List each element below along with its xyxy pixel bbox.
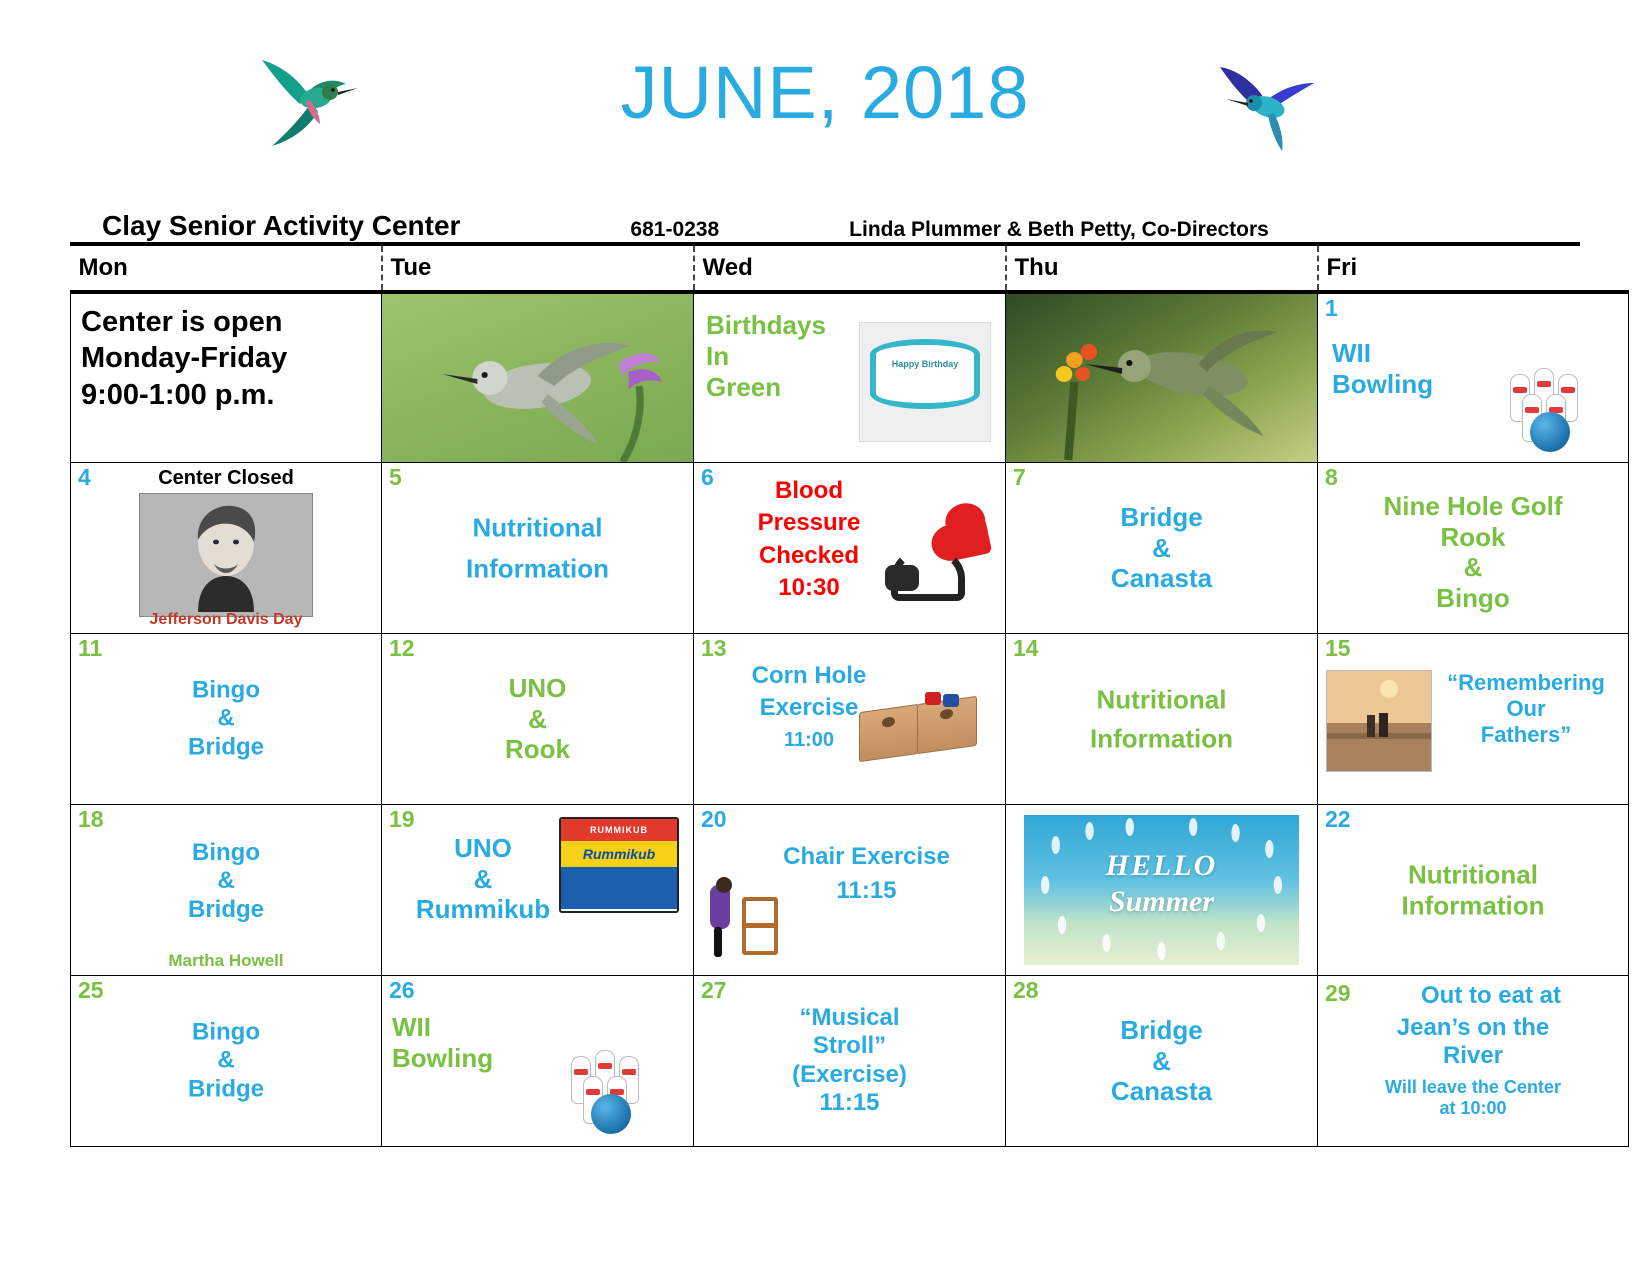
center-closed-label: Center Closed — [158, 467, 294, 489]
event-note: Will leave the Center — [1385, 1076, 1561, 1097]
day-number: 22 — [1325, 806, 1351, 832]
day-number: 5 — [389, 464, 402, 490]
hummingbird-photo — [382, 294, 693, 462]
event-line: & — [217, 867, 235, 895]
birthday-cake-icon — [859, 322, 991, 442]
rummikub-box-top-label: RUMMIKUB — [561, 819, 677, 841]
event-line: Corn Hole — [751, 662, 867, 689]
day-cell-15 — [1318, 634, 1629, 805]
day-number: 20 — [701, 806, 727, 832]
event-line: WII — [392, 1012, 431, 1042]
calendar-week-4 — [71, 805, 1629, 976]
event-line: Checked — [758, 541, 860, 569]
jefferson-davis-portrait — [139, 493, 313, 617]
event-line: & — [1152, 532, 1171, 563]
event-block — [1318, 491, 1628, 614]
day-cell-7 — [1006, 463, 1318, 634]
event-time: 10:30 — [778, 573, 840, 601]
event-line: Information — [1401, 890, 1545, 920]
event-line: Stroll” — [812, 1032, 887, 1060]
bowling-icon — [555, 1050, 683, 1136]
event-block — [1006, 502, 1317, 594]
event-line: Bingo — [1436, 583, 1510, 614]
open-hours-notice — [71, 294, 381, 413]
event-line: Out to eat at — [1420, 982, 1561, 1009]
event-line: Bingo — [192, 839, 260, 866]
day-cell-26 — [382, 976, 694, 1147]
day-cell-29 — [1318, 976, 1629, 1147]
day-number: 11 — [78, 635, 103, 661]
birthdays-line-3: Green — [706, 372, 782, 402]
event-line: Bridge — [187, 1075, 264, 1103]
birthdays-note — [706, 310, 826, 403]
event-line: Exercise — [759, 694, 859, 722]
event-line: Bowling — [1332, 369, 1434, 399]
event-block — [1006, 1015, 1317, 1107]
event-line: & — [217, 704, 235, 732]
hello-summer-photo — [1024, 815, 1299, 965]
event-block — [392, 1012, 493, 1073]
day-number: 13 — [701, 635, 727, 661]
day-number: 12 — [389, 635, 415, 661]
day-number: 25 — [78, 977, 104, 1003]
volunteer-name: Martha Howell — [168, 951, 284, 970]
event-line: Fathers” — [1480, 721, 1572, 747]
chair-exercise-icon — [706, 879, 780, 959]
birthdays-line-1: Birthdays — [706, 310, 826, 340]
calendar-week-2 — [71, 463, 1629, 634]
event-line: Canasta — [1110, 1076, 1213, 1107]
event-line: Nine Hole Golf — [1383, 491, 1563, 521]
event-block — [1318, 859, 1628, 920]
event-line: & — [528, 703, 547, 734]
weekday-thu: Thu — [1006, 246, 1318, 292]
event-time: 11:15 — [836, 877, 897, 905]
day-number: 4 — [78, 464, 91, 490]
day-cell-28 — [1006, 976, 1318, 1147]
photo-text-line-2: Summer — [1108, 885, 1215, 918]
day-cell-photo-hummingbird — [382, 292, 694, 463]
event-block — [71, 839, 381, 924]
event-line: “Musical — [799, 1004, 900, 1031]
phone-number: 681-0238 — [630, 218, 720, 241]
event-line: & — [217, 1046, 235, 1074]
event-block-continued — [1318, 1014, 1628, 1119]
event-line: & — [473, 863, 493, 894]
calendar-table — [70, 246, 1629, 1147]
day-cell-19 — [382, 805, 694, 976]
event-time: 11:00 — [783, 728, 835, 751]
event-line: Bridge — [1120, 1014, 1203, 1045]
day-cell-5 — [382, 463, 694, 634]
day-number: 28 — [1013, 977, 1039, 1003]
day-cell-photo-lantana — [1006, 292, 1318, 463]
day-cell-20 — [694, 805, 1006, 976]
event-line: Bingo — [192, 676, 260, 704]
birthdays-line-2: In — [706, 341, 730, 371]
event-line: Bingo — [192, 1018, 260, 1046]
day-cell-notice — [71, 292, 382, 463]
weekday-mon: Mon — [71, 246, 382, 292]
day-cell-4 — [71, 463, 382, 634]
day-cell-6 — [694, 463, 1006, 634]
day-number: 1 — [1325, 295, 1338, 321]
cake-text: Happy Birthday — [891, 359, 959, 369]
event-line: WII — [1332, 338, 1371, 368]
weekday-header-row — [71, 246, 1629, 292]
day-number: 7 — [1013, 464, 1026, 490]
event-line: Rook — [505, 734, 570, 765]
day-cell-27 — [694, 976, 1006, 1147]
event-line: Nutritional — [472, 512, 603, 543]
open-hours-line-3: 9:00-1:00 p.m. — [81, 378, 275, 411]
weekday-fri: Fri — [1318, 246, 1629, 292]
event-line: & — [1463, 552, 1483, 583]
event-line: Nutritional — [1408, 859, 1538, 890]
cornhole-icon — [859, 690, 989, 768]
hummingbird-icon — [1210, 55, 1330, 165]
event-line: Rummikub — [415, 894, 551, 925]
day-cell-25 — [71, 976, 382, 1147]
event-block — [694, 1004, 1005, 1117]
event-block — [1430, 670, 1622, 748]
stethoscope-icon — [883, 521, 995, 593]
event-line: & — [1152, 1045, 1171, 1076]
day-number: 8 — [1325, 464, 1338, 490]
event-line: (Exercise) — [792, 1060, 907, 1088]
event-line: Bridge — [187, 895, 264, 923]
day-cell-22 — [1318, 805, 1629, 976]
event-block — [1006, 684, 1317, 753]
day-cell-14 — [1006, 634, 1318, 805]
event-line: UNO — [508, 672, 567, 703]
page-header — [0, 0, 1650, 200]
event-line: Pressure — [757, 509, 861, 537]
rummikub-box-icon — [559, 817, 679, 913]
rummikub-box-bottom — [561, 867, 677, 909]
event-block — [1362, 982, 1620, 1010]
day-number: 6 — [701, 464, 714, 490]
day-cell-11 — [71, 634, 382, 805]
event-line: Bridge — [1120, 501, 1203, 532]
fathers-day-photo — [1326, 670, 1432, 772]
weekday-wed: Wed — [694, 246, 1006, 292]
event-line: “Remembering — [1447, 670, 1605, 695]
day-cell-birthdays-note — [694, 292, 1006, 463]
day-number: 15 — [1325, 635, 1351, 661]
day-number: 19 — [389, 806, 415, 832]
day-number: 14 — [1013, 635, 1039, 661]
event-line: Information — [466, 553, 609, 583]
day-cell-1 — [1318, 292, 1629, 463]
event-block — [71, 1019, 381, 1104]
page-title: JUNE, 2018 — [620, 51, 1030, 134]
event-line: Chair Exercise — [783, 843, 950, 870]
event-block — [382, 512, 693, 583]
calendar-week-3 — [71, 634, 1629, 805]
event-block — [382, 673, 693, 765]
bowling-icon — [1494, 368, 1622, 454]
day-cell-18 — [71, 805, 382, 976]
event-line: Nutritional — [1096, 684, 1227, 715]
event-note-time: at 10:00 — [1439, 1097, 1507, 1118]
event-block — [388, 833, 578, 925]
day-cell-photo-summer — [1006, 805, 1318, 976]
event-line: Bridge — [187, 733, 264, 761]
event-line: River — [1442, 1042, 1504, 1070]
day-number: 18 — [78, 806, 104, 832]
calendar-week-1 — [71, 292, 1629, 463]
event-line: Jean’s on the — [1396, 1014, 1550, 1041]
directors-label: Linda Plummer & Beth Petty, Co-Directors — [849, 218, 1269, 241]
day-number: 29 — [1325, 980, 1351, 1006]
event-line: Our — [1506, 695, 1546, 721]
event-line: Information — [1090, 723, 1233, 753]
day-cell-12 — [382, 634, 694, 805]
rummikub-box-title: Rummikub — [561, 841, 677, 867]
day-cell-13 — [694, 634, 1006, 805]
photo-text-line-1: HELLO — [1105, 849, 1218, 882]
event-time: 11:15 — [819, 1088, 880, 1116]
calendar-week-5 — [71, 976, 1629, 1147]
open-hours-line-2: Monday-Friday — [81, 342, 288, 375]
open-hours-line-1: Center is open — [81, 306, 283, 338]
event-block — [724, 477, 894, 602]
holiday-caption: Jefferson Davis Day — [149, 611, 303, 628]
hummingbird-lantana-photo — [1006, 294, 1317, 462]
center-name: Clay Senior Activity Center — [102, 210, 461, 241]
subheader — [70, 200, 1580, 246]
event-line: Blood — [775, 477, 843, 504]
event-block — [71, 677, 381, 762]
event-line: Rook — [1440, 521, 1506, 552]
event-line: UNO — [454, 833, 512, 863]
day-number: 26 — [389, 977, 415, 1003]
event-line: Bowling — [392, 1042, 494, 1073]
event-line: Canasta — [1110, 563, 1213, 594]
weekday-tue: Tue — [382, 246, 694, 292]
day-cell-8 — [1318, 463, 1629, 634]
day-number: 27 — [701, 977, 727, 1003]
